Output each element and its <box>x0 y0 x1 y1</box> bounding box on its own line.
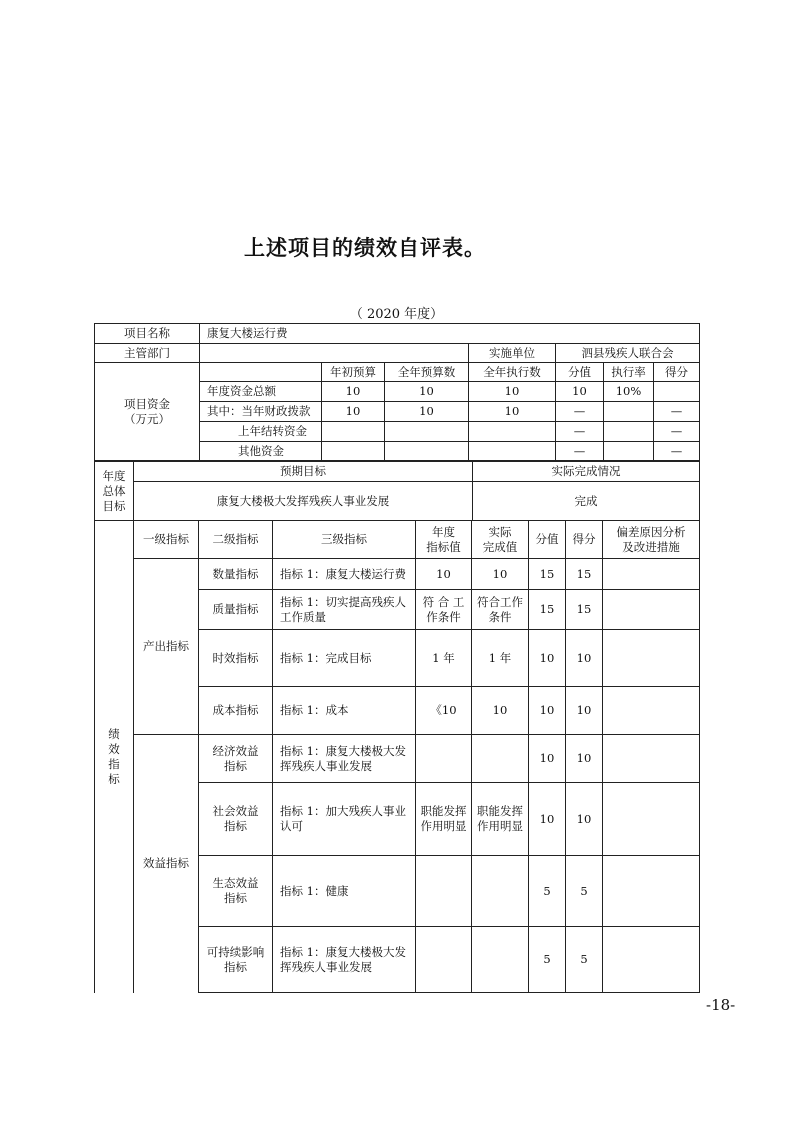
funds-cell <box>385 442 469 461</box>
funds-cell: 10 <box>322 382 385 402</box>
ind-got: 15 <box>566 590 603 630</box>
page-title: 上述项目的绩效自评表。 <box>244 236 486 260</box>
funds-row-name: 其他资金 <box>200 442 322 461</box>
ind-score: 10 <box>529 783 566 856</box>
funds-row-name: 上年结转资金 <box>200 422 322 442</box>
col-exec-rate: 执行率 <box>604 363 654 382</box>
ind-actual <box>472 927 529 993</box>
ind-got: 10 <box>566 735 603 783</box>
ind-reason <box>603 735 700 783</box>
ind-target <box>416 735 472 783</box>
ind-col-reason: 偏差原因分析 及改进措施 <box>603 521 700 559</box>
ind-col-got: 得分 <box>566 521 603 559</box>
funds-cell: 10 <box>385 382 469 402</box>
dept-value <box>200 344 469 363</box>
ind-actual: 10 <box>472 687 529 735</box>
funds-cell: 10 <box>556 382 604 402</box>
indicator-row <box>95 559 700 590</box>
funds-row-name: 其中：当年财政拨款 <box>200 402 322 422</box>
ind-score: 10 <box>529 630 566 687</box>
ind-actual: 1 年 <box>472 630 529 687</box>
col-annual-exec: 全年执行数 <box>469 363 556 382</box>
benefit-l1: 效益指标 <box>134 735 199 993</box>
ind-target <box>416 856 472 927</box>
ind-col-l3: 三级指标 <box>273 521 416 559</box>
col-initial-budget: 年初预算 <box>322 363 385 382</box>
ind-actual <box>472 735 529 783</box>
dept-label: 主管部门 <box>95 344 200 363</box>
project-name-label: 项目名称 <box>95 324 200 344</box>
ind-col-l2: 二级指标 <box>199 521 273 559</box>
ind-reason <box>603 783 700 856</box>
funds-cell: — <box>556 402 604 422</box>
ind-l2: 生态效益 指标 <box>199 856 273 927</box>
ind-l3: 指标 1：完成目标 <box>273 630 416 687</box>
ind-l3: 指标 1：成本 <box>273 687 416 735</box>
funds-cell <box>385 422 469 442</box>
impl-unit-value: 泗县残疾人联合会 <box>556 344 700 363</box>
ind-reason <box>603 630 700 687</box>
impl-unit-label: 实施单位 <box>469 344 556 363</box>
funds-cell <box>469 442 556 461</box>
ind-reason <box>603 687 700 735</box>
indicators-header-row <box>95 521 700 559</box>
ind-l2: 社会效益 指标 <box>199 783 273 856</box>
funds-cell: 10 <box>469 382 556 402</box>
dept-row <box>95 344 700 363</box>
ind-got: 10 <box>566 687 603 735</box>
ind-score: 5 <box>529 927 566 993</box>
ind-target <box>416 927 472 993</box>
goal-header-row <box>95 462 700 482</box>
page-number: -18- <box>706 996 736 1014</box>
funds-cell: 10% <box>604 382 654 402</box>
goal-body-row <box>95 482 700 521</box>
funds-cell <box>654 382 700 402</box>
project-name-value: 康复大楼运行费 <box>200 324 700 344</box>
ind-l3: 指标 1：康复大楼运行费 <box>273 559 416 590</box>
year-subtitle: （ 2020 年度） <box>349 307 444 322</box>
col-score: 分值 <box>556 363 604 382</box>
col-got: 得分 <box>654 363 700 382</box>
goal-label: 年度 总体 目标 <box>95 462 134 521</box>
ind-l2: 经济效益 指标 <box>199 735 273 783</box>
funds-cell <box>604 442 654 461</box>
indicators-table <box>94 520 700 993</box>
funds-cell: 10 <box>469 402 556 422</box>
funds-label: 项目资金 （万元） <box>95 363 200 461</box>
ind-got: 15 <box>566 559 603 590</box>
ind-col-score: 分值 <box>529 521 566 559</box>
ind-reason <box>603 590 700 630</box>
ind-l2: 质量指标 <box>199 590 273 630</box>
funds-cell <box>604 402 654 422</box>
ind-l2: 可持续影响 指标 <box>199 927 273 993</box>
indicator-row <box>95 735 700 783</box>
funds-cell: — <box>556 422 604 442</box>
project-name-row <box>95 324 700 344</box>
ind-target: 符 合 工 作条件 <box>416 590 472 630</box>
indicators-label: 绩 效 指 标 <box>95 521 134 993</box>
ind-col-target: 年度 指标值 <box>416 521 472 559</box>
output-l1: 产出指标 <box>134 559 199 735</box>
funds-row-name: 年度资金总额 <box>200 382 322 402</box>
funds-cell <box>322 422 385 442</box>
ind-score: 5 <box>529 856 566 927</box>
funds-cell <box>322 442 385 461</box>
goal-actual: 完成 <box>473 482 700 521</box>
ind-l3: 指标 1：健康 <box>273 856 416 927</box>
ind-actual: 职能发挥作用明显 <box>472 783 529 856</box>
funds-header-blank <box>200 363 322 382</box>
funds-cell: — <box>556 442 604 461</box>
ind-target: 10 <box>416 559 472 590</box>
ind-got: 10 <box>566 630 603 687</box>
ind-score: 10 <box>529 687 566 735</box>
ind-got: 5 <box>566 856 603 927</box>
funds-header-row <box>95 363 700 382</box>
ind-reason <box>603 559 700 590</box>
funds-cell: — <box>654 442 700 461</box>
goal-expected: 康复大楼极大发挥残疾人事业发展 <box>134 482 473 521</box>
ind-l2: 时效指标 <box>199 630 273 687</box>
funds-cell: — <box>654 402 700 422</box>
goal-table <box>94 461 700 521</box>
goal-expected-header: 预期目标 <box>134 462 473 482</box>
ind-actual <box>472 856 529 927</box>
funds-cell <box>469 422 556 442</box>
funds-cell: 10 <box>322 402 385 422</box>
ind-l3: 指标 1：康复大楼极大发挥残疾人事业发展 <box>273 927 416 993</box>
ind-score: 15 <box>529 590 566 630</box>
funds-cell: — <box>654 422 700 442</box>
col-annual-budget: 全年预算数 <box>385 363 469 382</box>
ind-l3: 指标 1：切实提高残疾人工作质量 <box>273 590 416 630</box>
ind-actual: 10 <box>472 559 529 590</box>
ind-target: 职能发挥作用明显 <box>416 783 472 856</box>
ind-l3: 指标 1：加大残疾人事业认可 <box>273 783 416 856</box>
ind-got: 5 <box>566 927 603 993</box>
ind-score: 10 <box>529 735 566 783</box>
ind-col-l1: 一级指标 <box>134 521 199 559</box>
ind-l3: 指标 1：康复大楼极大发挥残疾人事业发展 <box>273 735 416 783</box>
ind-col-actual: 实际 完成值 <box>472 521 529 559</box>
goal-actual-header: 实际完成情况 <box>473 462 700 482</box>
ind-score: 15 <box>529 559 566 590</box>
ind-target: 1 年 <box>416 630 472 687</box>
funds-cell: 10 <box>385 402 469 422</box>
ind-target: 《10 <box>416 687 472 735</box>
ind-l2: 成本指标 <box>199 687 273 735</box>
ind-reason <box>603 927 700 993</box>
funds-cell <box>604 422 654 442</box>
funds-table <box>94 323 700 461</box>
ind-l2: 数量指标 <box>199 559 273 590</box>
ind-actual: 符合工作条件 <box>472 590 529 630</box>
ind-reason <box>603 856 700 927</box>
ind-got: 10 <box>566 783 603 856</box>
